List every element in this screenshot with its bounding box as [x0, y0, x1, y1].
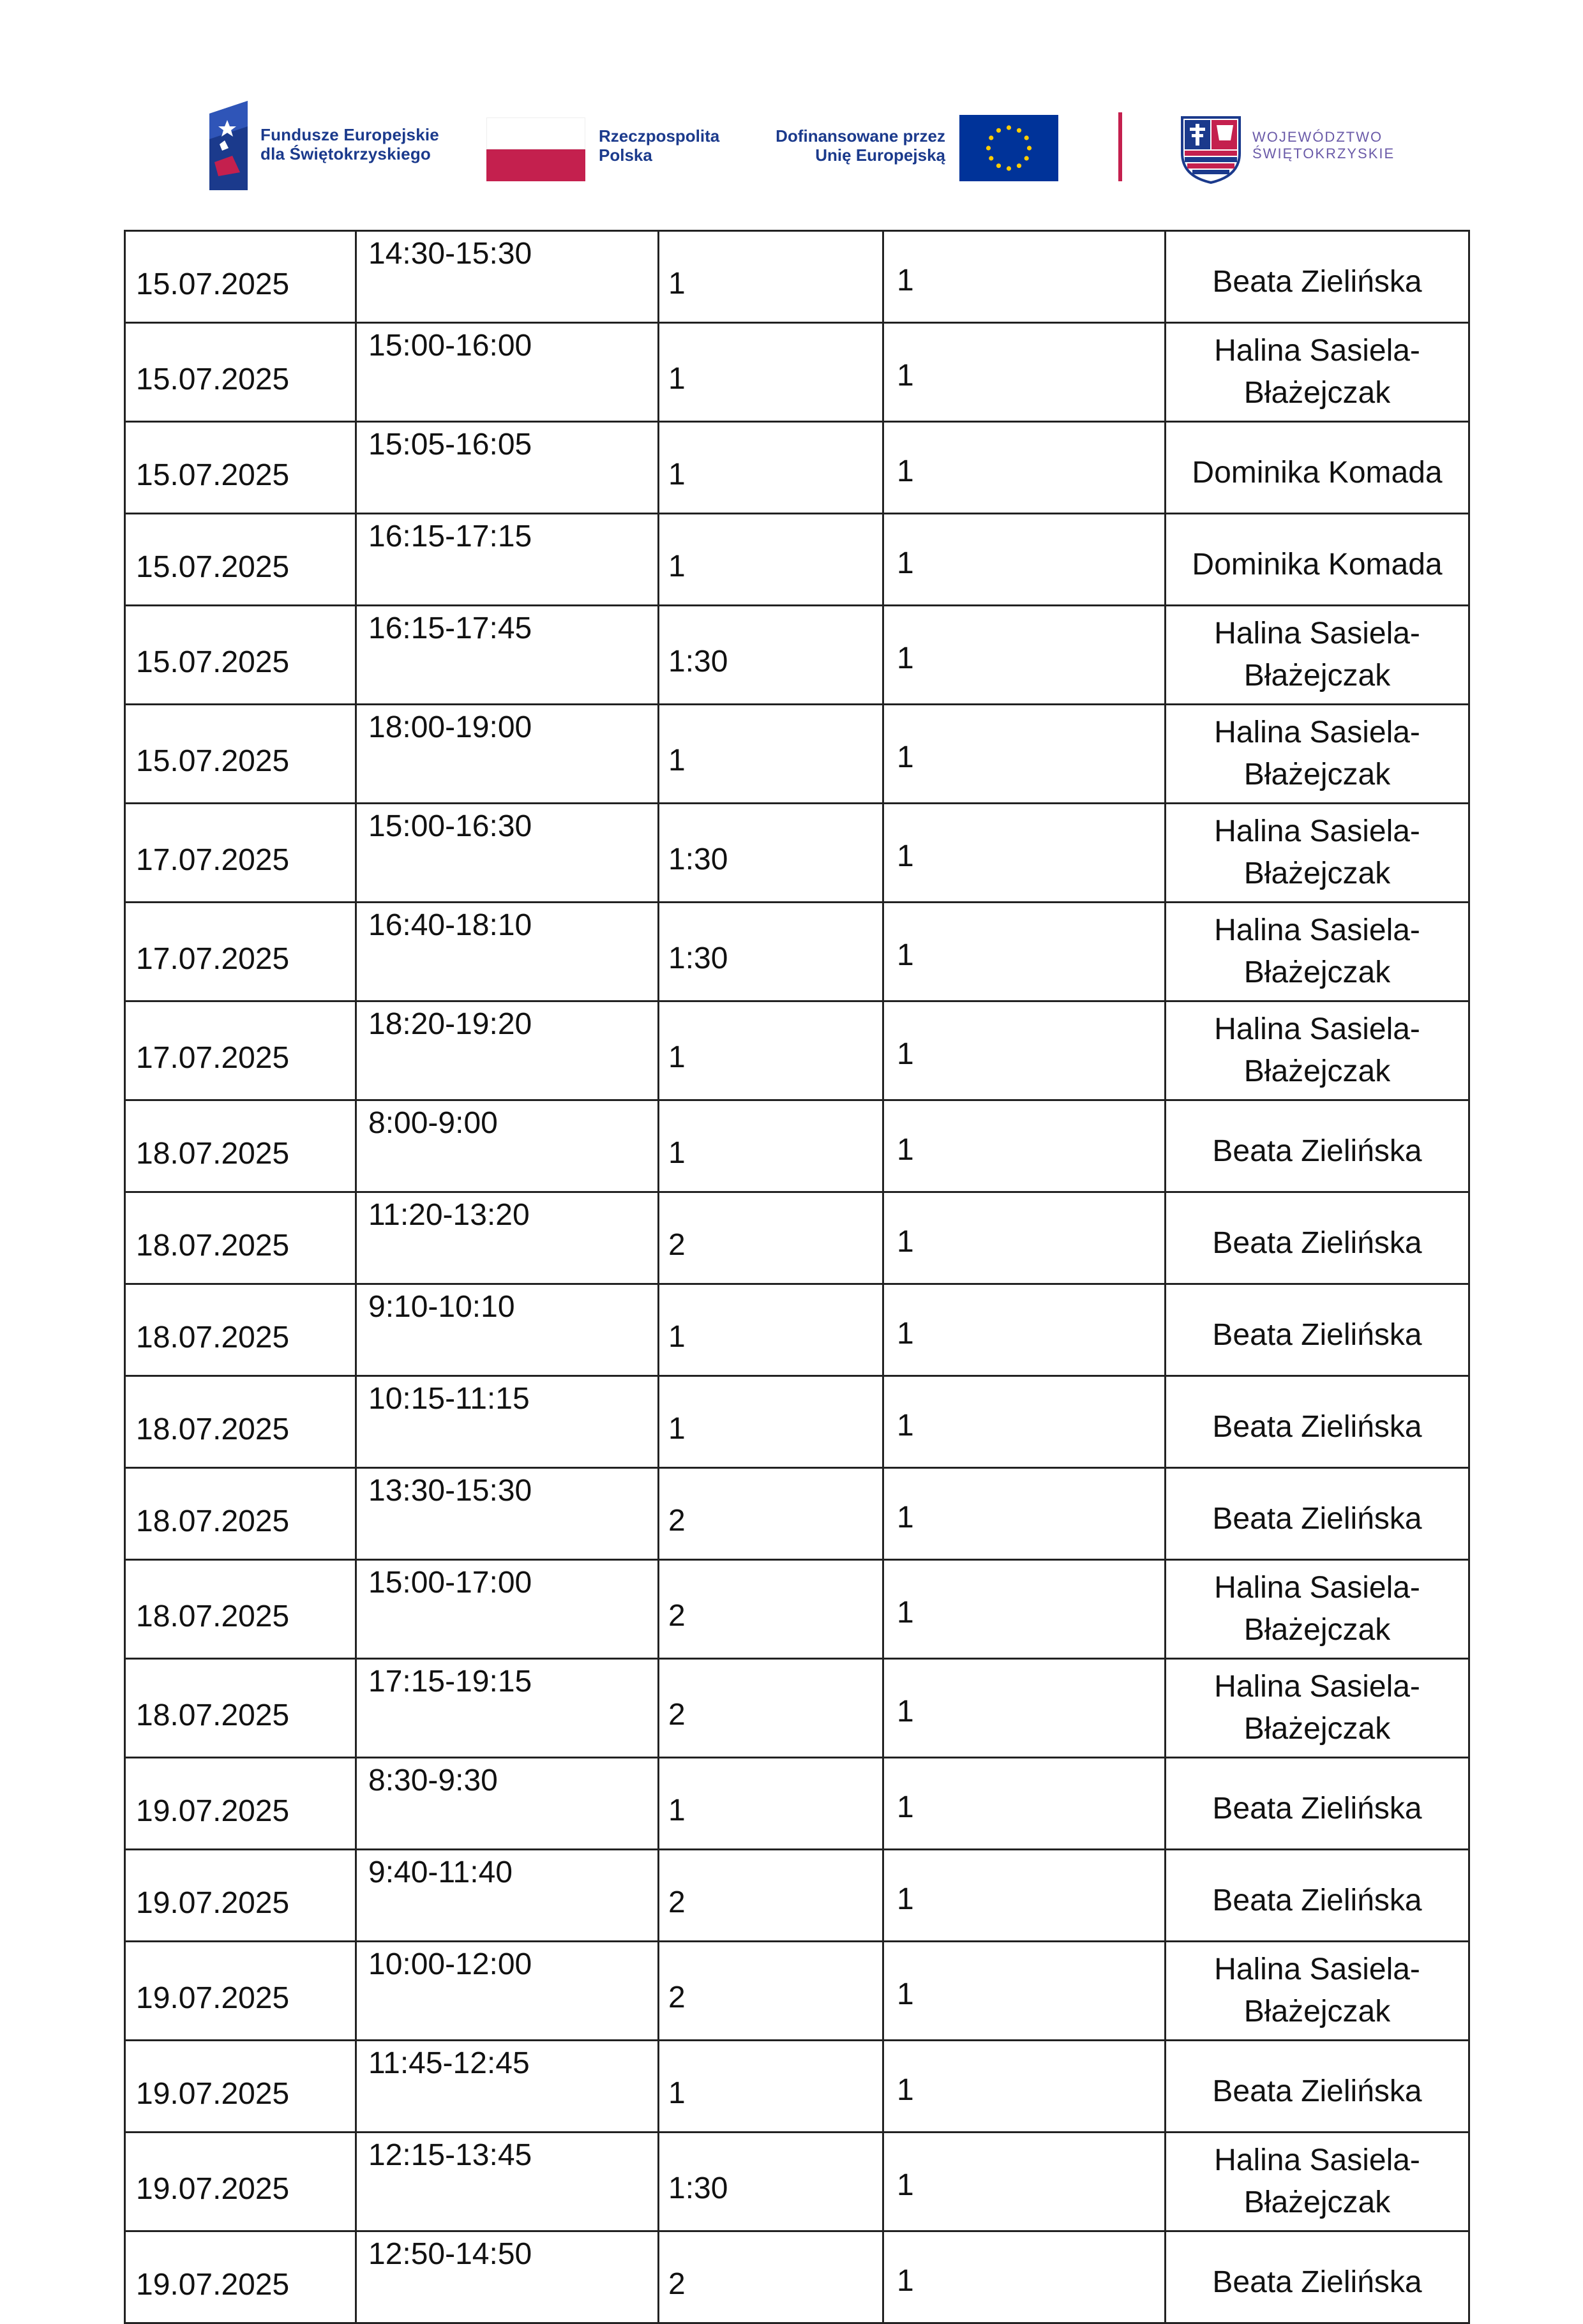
time-range-cell: 12:15-13:45	[356, 2133, 659, 2231]
hours-cell: 2	[659, 1192, 883, 1284]
time-range-cell: 18:00-19:00	[356, 705, 659, 804]
table-row	[125, 1100, 1469, 1192]
hours-cell: 1	[659, 1758, 883, 1850]
date-cell: 18.07.2025	[125, 1100, 356, 1192]
person-cell	[1166, 2133, 1469, 2231]
table-row	[125, 1192, 1469, 1284]
table-row	[125, 514, 1469, 606]
time-range-cell: 14:30-15:30	[356, 231, 659, 323]
person-name-line: Halina Sasiela-	[1214, 913, 1420, 947]
time-range-cell: 15:00-16:30	[356, 804, 659, 903]
table-row	[125, 1001, 1469, 1100]
count-cell: 1	[883, 1284, 1166, 1376]
count-cell: 1	[883, 1468, 1166, 1560]
date-cell: 19.07.2025	[125, 1850, 356, 1942]
person-name-line: Błażejczak	[1243, 758, 1391, 791]
person-name-line: Błażejczak	[1243, 376, 1391, 410]
person-cell	[1166, 1758, 1469, 1850]
time-range-cell: 16:40-18:10	[356, 903, 659, 1001]
date-cell: 15.07.2025	[125, 231, 356, 323]
time-range-cell: 10:00-12:00	[356, 1942, 659, 2041]
date-cell: 18.07.2025	[125, 1192, 356, 1284]
person-name-line: Błażejczak	[1243, 857, 1391, 890]
date-cell: 15.07.2025	[125, 606, 356, 705]
person-cell	[1166, 514, 1469, 606]
table-row	[125, 705, 1469, 804]
table-row	[125, 2041, 1469, 2133]
time-range-cell: 12:50-14:50	[356, 2231, 659, 2323]
table-row	[125, 1942, 1469, 2041]
time-range-cell: 18:20-19:20	[356, 1001, 659, 1100]
ue-line-1: Dofinansowane przez	[776, 126, 945, 146]
swietokrzyskie-coat-of-arms-icon	[1180, 115, 1242, 184]
person-name-line: Błażejczak	[1243, 1613, 1391, 1647]
schedule-table-body	[125, 231, 1469, 2323]
count-cell: 1	[883, 422, 1166, 514]
time-range-cell: 16:15-17:45	[356, 606, 659, 705]
count-cell: 1	[883, 2041, 1166, 2133]
table-row	[125, 2231, 1469, 2323]
person-name-line: Błażejczak	[1243, 956, 1391, 989]
person-name-line: Halina Sasiela-	[1214, 1571, 1420, 1605]
date-cell: 15.07.2025	[125, 514, 356, 606]
count-cell: 1	[883, 2133, 1166, 2231]
person-name-line: Halina Sasiela-	[1214, 814, 1420, 848]
table-row	[125, 1659, 1469, 1758]
fe-line-2: dla Świętokrzyskiego	[260, 144, 431, 163]
person-name-line: Beata Zielińska	[1212, 1883, 1422, 1917]
count-cell: 1	[883, 231, 1166, 323]
person-name-line: Halina Sasiela-	[1214, 2143, 1420, 2177]
person-cell	[1166, 903, 1469, 1001]
count-cell: 1	[883, 2231, 1166, 2323]
time-range-cell: 13:30-15:30	[356, 1468, 659, 1560]
hours-cell: 1	[659, 2041, 883, 2133]
person-cell	[1166, 1376, 1469, 1468]
eu-funding-text	[763, 126, 945, 165]
date-cell: 18.07.2025	[125, 1468, 356, 1560]
table-row	[125, 1560, 1469, 1659]
person-cell	[1166, 804, 1469, 903]
count-cell: 1	[883, 1100, 1166, 1192]
hours-cell: 2	[659, 2231, 883, 2323]
count-cell: 1	[883, 514, 1166, 606]
fe-line-1: Fundusze Europejskie	[260, 125, 439, 144]
date-cell: 19.07.2025	[125, 2231, 356, 2323]
time-range-cell: 11:45-12:45	[356, 2041, 659, 2133]
hours-cell: 1:30	[659, 2133, 883, 2231]
person-cell	[1166, 1850, 1469, 1942]
person-cell	[1166, 2231, 1469, 2323]
person-cell	[1166, 1192, 1469, 1284]
hours-cell: 1:30	[659, 804, 883, 903]
person-name-line: Beata Zielińska	[1212, 2265, 1422, 2299]
person-cell	[1166, 1284, 1469, 1376]
person-name-line: Beata Zielińska	[1212, 1134, 1422, 1168]
person-cell	[1166, 705, 1469, 804]
person-name-line: Beata Zielińska	[1212, 2074, 1422, 2108]
person-cell	[1166, 1659, 1469, 1758]
person-cell	[1166, 422, 1469, 514]
date-cell: 18.07.2025	[125, 1376, 356, 1468]
count-cell: 1	[883, 1001, 1166, 1100]
person-name-line: Halina Sasiela-	[1214, 1012, 1420, 1046]
hours-cell: 2	[659, 1942, 883, 2041]
person-name-line: Błażejczak	[1243, 659, 1391, 693]
count-cell: 1	[883, 1659, 1166, 1758]
person-cell	[1166, 1468, 1469, 1560]
person-cell	[1166, 323, 1469, 422]
count-cell: 1	[883, 1192, 1166, 1284]
logo-divider	[1118, 112, 1122, 181]
hours-cell: 2	[659, 1659, 883, 1758]
woj-line-2: ŚWIĘTOKRZYSKIE	[1252, 146, 1395, 161]
person-name-line: Błażejczak	[1243, 1054, 1391, 1088]
hours-cell: 1	[659, 514, 883, 606]
date-cell: 17.07.2025	[125, 1001, 356, 1100]
person-name-line: Halina Sasiela-	[1214, 617, 1420, 650]
hours-cell: 1:30	[659, 903, 883, 1001]
time-range-cell: 16:15-17:15	[356, 514, 659, 606]
person-cell	[1166, 231, 1469, 323]
person-name-line: Beata Zielińska	[1212, 1226, 1422, 1260]
count-cell: 1	[883, 1942, 1166, 2041]
person-name-line: Dominika Komada	[1192, 547, 1443, 581]
date-cell: 19.07.2025	[125, 2041, 356, 2133]
ue-line-2: Unię Europejską	[815, 146, 945, 165]
table-row	[125, 1758, 1469, 1850]
time-range-cell: 8:30-9:30	[356, 1758, 659, 1850]
date-cell: 15.07.2025	[125, 422, 356, 514]
time-range-cell: 17:15-19:15	[356, 1659, 659, 1758]
time-range-cell: 9:10-10:10	[356, 1284, 659, 1376]
table-row	[125, 1468, 1469, 1560]
hours-cell: 1	[659, 323, 883, 422]
date-cell: 18.07.2025	[125, 1560, 356, 1659]
time-range-cell: 9:40-11:40	[356, 1850, 659, 1942]
person-name-line: Błażejczak	[1243, 2185, 1391, 2219]
hours-cell: 2	[659, 1850, 883, 1942]
person-name-line: Błażejczak	[1243, 1995, 1391, 2028]
person-cell	[1166, 1001, 1469, 1100]
person-name-line: Halina Sasiela-	[1214, 1670, 1420, 1704]
hours-cell: 1	[659, 231, 883, 323]
time-range-cell: 8:00-9:00	[356, 1100, 659, 1192]
count-cell: 1	[883, 1560, 1166, 1659]
date-cell: 18.07.2025	[125, 1659, 356, 1758]
person-cell	[1166, 606, 1469, 705]
count-cell: 1	[883, 606, 1166, 705]
table-row	[125, 2133, 1469, 2231]
date-cell: 17.07.2025	[125, 804, 356, 903]
hours-cell: 1:30	[659, 606, 883, 705]
rp-line-2: Polska	[599, 146, 652, 165]
poland-flag-icon	[486, 117, 585, 181]
count-cell: 1	[883, 705, 1166, 804]
person-name-line: Beata Zielińska	[1212, 1791, 1422, 1825]
table-row	[125, 1376, 1469, 1468]
person-name-line: Błażejczak	[1243, 1712, 1391, 1746]
schedule-table	[124, 230, 1470, 2324]
rzeczpospolita-text	[599, 126, 719, 165]
woj-line-1: WOJEWÓDZTWO	[1252, 129, 1383, 145]
person-name-line: Beata Zielińska	[1212, 264, 1422, 299]
count-cell: 1	[883, 323, 1166, 422]
person-cell	[1166, 1560, 1469, 1659]
date-cell: 18.07.2025	[125, 1284, 356, 1376]
person-name-line: Dominika Komada	[1192, 455, 1443, 490]
time-range-cell: 11:20-13:20	[356, 1192, 659, 1284]
person-name-line: Halina Sasiela-	[1214, 1953, 1420, 1986]
count-cell: 1	[883, 1376, 1166, 1468]
hours-cell: 1	[659, 1376, 883, 1468]
date-cell: 15.07.2025	[125, 705, 356, 804]
time-range-cell: 10:15-11:15	[356, 1376, 659, 1468]
person-name-line: Halina Sasiela-	[1214, 716, 1420, 749]
person-name-line: Beata Zielińska	[1212, 1317, 1422, 1352]
hours-cell: 1	[659, 705, 883, 804]
hours-cell: 2	[659, 1468, 883, 1560]
fundusze-europejskie-logo-icon	[203, 101, 254, 190]
person-name-line: Beata Zielińska	[1212, 1501, 1422, 1536]
wojewodztwo-text	[1252, 129, 1395, 162]
table-row	[125, 1284, 1469, 1376]
hours-cell: 1	[659, 422, 883, 514]
hours-cell: 1	[659, 1284, 883, 1376]
time-range-cell: 15:00-17:00	[356, 1560, 659, 1659]
table-row	[125, 323, 1469, 422]
person-cell	[1166, 2041, 1469, 2133]
table-row	[125, 606, 1469, 705]
time-range-cell: 15:00-16:00	[356, 323, 659, 422]
fundusze-europejskie-text	[260, 125, 439, 163]
hours-cell: 1	[659, 1100, 883, 1192]
rp-line-1: Rzeczpospolita	[599, 126, 720, 146]
time-range-cell: 15:05-16:05	[356, 422, 659, 514]
table-row	[125, 804, 1469, 903]
person-cell	[1166, 1100, 1469, 1192]
table-row	[125, 422, 1469, 514]
date-cell: 19.07.2025	[125, 1942, 356, 2041]
table-row	[125, 231, 1469, 323]
count-cell: 1	[883, 903, 1166, 1001]
person-name-line: Halina Sasiela-	[1214, 334, 1420, 368]
table-row	[125, 903, 1469, 1001]
person-name-line: Beata Zielińska	[1212, 1409, 1422, 1444]
logo-strip	[0, 0, 1583, 204]
count-cell: 1	[883, 1850, 1166, 1942]
eu-flag-icon	[959, 115, 1058, 181]
hours-cell: 1	[659, 1001, 883, 1100]
date-cell: 15.07.2025	[125, 323, 356, 422]
date-cell: 19.07.2025	[125, 1758, 356, 1850]
count-cell: 1	[883, 804, 1166, 903]
hours-cell: 2	[659, 1560, 883, 1659]
person-cell	[1166, 1942, 1469, 2041]
count-cell: 1	[883, 1758, 1166, 1850]
date-cell: 17.07.2025	[125, 903, 356, 1001]
date-cell: 19.07.2025	[125, 2133, 356, 2231]
table-row	[125, 1850, 1469, 1942]
